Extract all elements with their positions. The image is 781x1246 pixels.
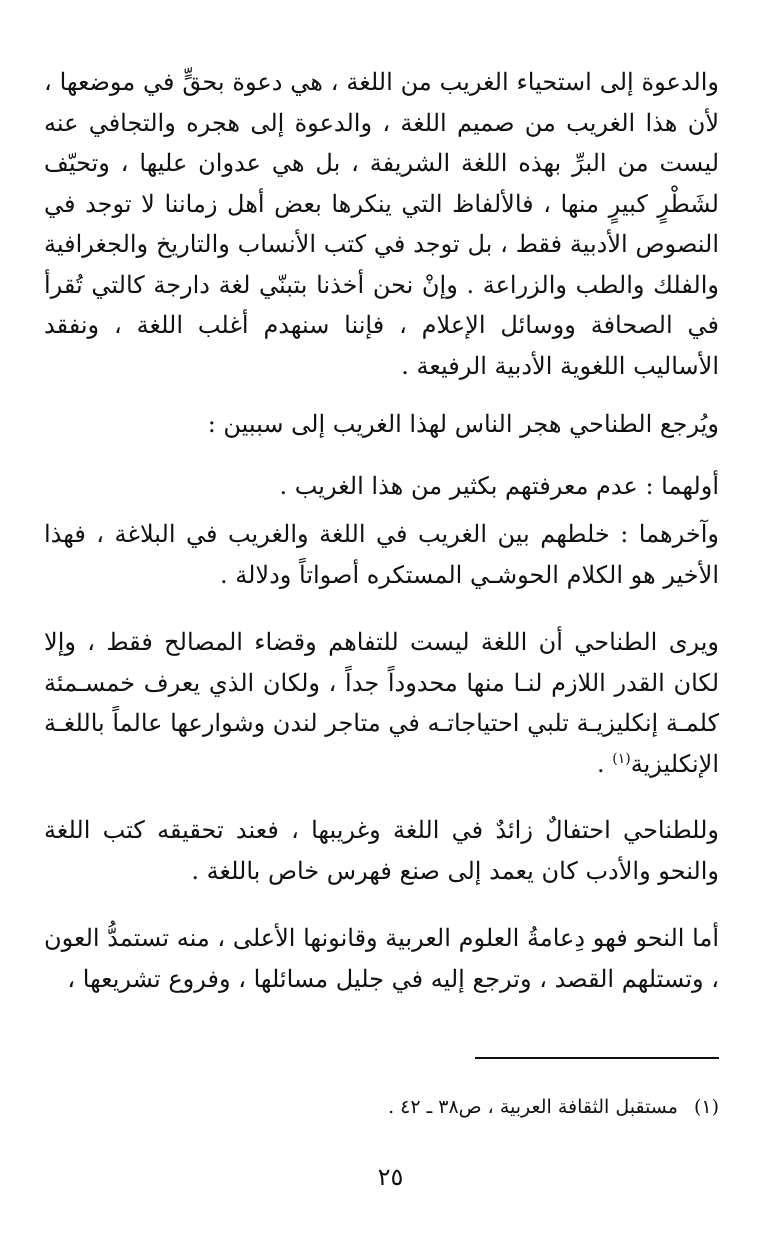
- paragraph-text: وللطناحي احتفالٌ زائدٌ في اللغة وغريبها ، فعند تحقيقه كتب اللغة والنحو والأدب كان يعمد إلى صنع فهرس خاص باللغة .: [44, 816, 719, 885]
- paragraph-text: ويُرجع الطناحي هجر الناس لهذا الغريب إلى سببين :: [207, 410, 719, 438]
- paragraph-text: والدعوة إلى استحياء الغريب من اللغة ، هي دعوة بحقٍّ في موضعها ، لأن هذا الغريب من صميم اللغة ، والدعوة إلى هجره والتجافي عنه ليست من البرِّ بهذه اللغة الشريفة ، بل هي عدوان عليها ، وتحيّف لشَطْرٍ كبيرٍ منها ، فالألفاظ التي ينكرها بعض أهل زماننا لا توجد في النصوص الأدبية فقط ، بل توجد في كتب الأنساب والتاريخ والجغرافية والفلك والطب والزراعة . وإنْ نحن أخذنا بتبنّي لغة دارجة كالتي تُقرأ في الصحافة ووسائل الإعلام ، فإننا سنهدم أغلب اللغة ، ونفقد الأساليب اللغوية الأدبية الرفيعة .: [44, 68, 720, 380]
- paragraph-text: وآخرهما : خلطهم بين الغريب في اللغة والغريب في البلاغة ، فهذا الأخير هو الكلام الحوشـي المستكره أصواتاً ودلالة .: [44, 520, 719, 589]
- paragraph-first-reason: [44, 466, 719, 507]
- footnote: [44, 1092, 719, 1122]
- footnote-reference[interactable]: (١): [612, 750, 631, 767]
- paragraph-interest-in-language: [44, 810, 719, 891]
- footnote-marker: (١): [693, 1096, 719, 1118]
- paragraph-text: أولهما : عدم معرفتهم بكثير من هذا الغريب .: [279, 472, 719, 500]
- paragraph-body: ويرى الطناحي أن اللغة ليست للتفاهم وقضاء المصالح فقط ، وإلا لكان القدر اللازم لنـا منها محدوداً جداً ، ولكان الذي يعرف خمسـمئة كلمـة إنكليزيـة تلبي احتياجاتـه في متاجر لندن وشوارعها عالماً باللغـة الإنكليزية: [44, 628, 720, 778]
- paragraph-language-purpose: [44, 622, 719, 784]
- page-number: ٢٥: [377, 1163, 404, 1191]
- paragraph-text: أما النحو فهو دِعامةُ العلوم العربية وقانونها الأعلى ، منه تستمدُّ العون ، وتستلهم القصد ، وترجع إليه في جليل مسائلها ، وفروع تشريعها ،: [44, 924, 719, 993]
- footnote-separator: [475, 1057, 719, 1059]
- paragraph-second-reason: [44, 514, 719, 595]
- paragraph-revival-of-rare-words: [44, 62, 719, 386]
- footnote-text: مستقبل الثقافة العربية ، ص٣٨ ـ ٤٢ .: [388, 1096, 678, 1118]
- paragraph-two-reasons-intro: [44, 404, 719, 445]
- paragraph-grammar: [44, 918, 719, 999]
- paragraph-text: [44, 622, 719, 784]
- paragraph-end: .: [597, 749, 613, 778]
